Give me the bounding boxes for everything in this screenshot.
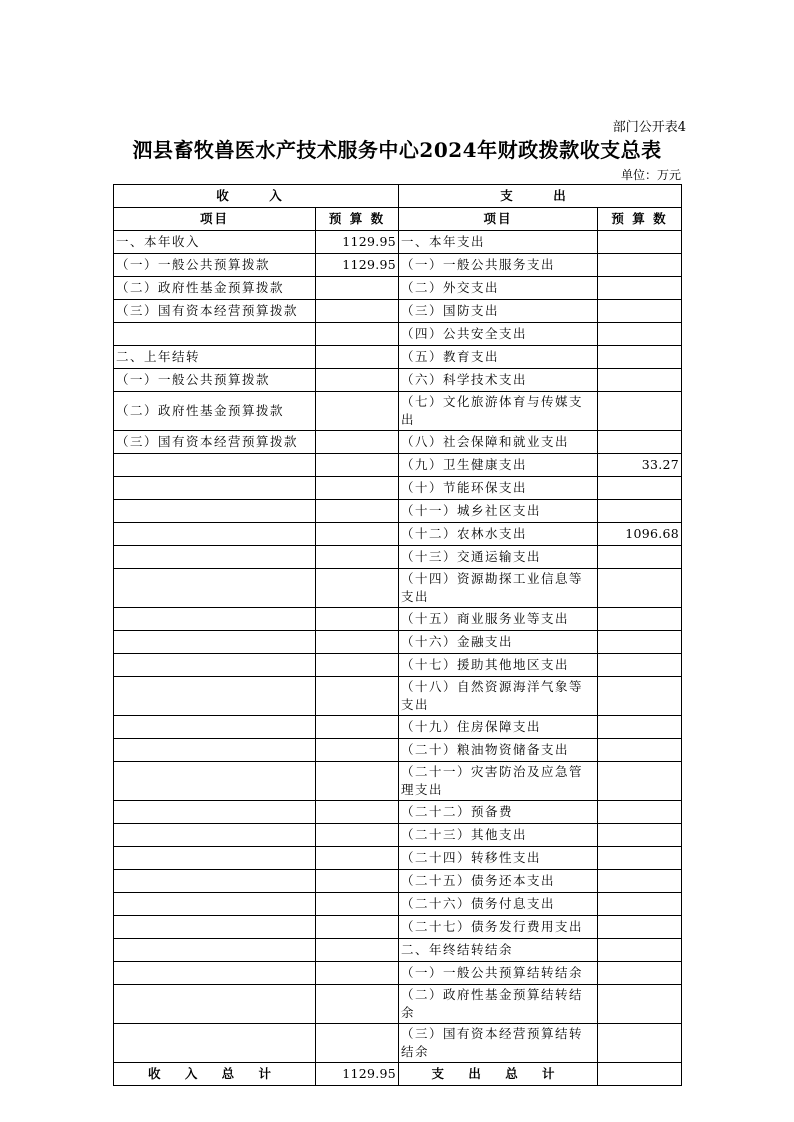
expense-value-cell xyxy=(598,677,682,716)
income-value-cell xyxy=(316,916,399,939)
expense-item-cell: （八）社会保障和就业支出 xyxy=(399,431,598,454)
income-value-cell xyxy=(316,677,399,716)
expense-budget-header: 预 算 数 xyxy=(598,208,682,231)
income-item-cell xyxy=(114,546,316,569)
income-item-cell: （一）一般公共预算拨款 xyxy=(114,254,316,277)
expense-item-cell: （二十六）债务付息支出 xyxy=(399,893,598,916)
table-row xyxy=(114,801,682,824)
income-item-cell xyxy=(114,985,316,1024)
expense-item-cell: （四）公共安全支出 xyxy=(399,323,598,346)
table-row xyxy=(114,716,682,739)
expense-item-cell: （一）一般公共服务支出 xyxy=(399,254,598,277)
table-row xyxy=(114,569,682,608)
expense-item-cell: （一）一般公共预算结转结余 xyxy=(399,962,598,985)
income-value-cell: 1129.95 xyxy=(316,231,399,254)
income-value-cell xyxy=(316,985,399,1024)
income-item-cell xyxy=(114,323,316,346)
table-row xyxy=(114,300,682,323)
expense-value-cell xyxy=(598,254,682,277)
expense-value-cell xyxy=(598,893,682,916)
table-row xyxy=(114,431,682,454)
income-value-cell xyxy=(316,500,399,523)
expense-value-cell: 1096.68 xyxy=(598,523,682,546)
expense-item-cell: （二十）粮油物资储备支出 xyxy=(399,739,598,762)
income-value-cell xyxy=(316,716,399,739)
table-row xyxy=(114,477,682,500)
table-row xyxy=(114,762,682,801)
income-item-cell xyxy=(114,608,316,631)
income-item-cell xyxy=(114,824,316,847)
expense-value-cell xyxy=(598,824,682,847)
table-row xyxy=(114,654,682,677)
expense-item-cell: （二十一）灾害防治及应急管理支出 xyxy=(399,762,598,801)
income-budget-header: 预 算 数 xyxy=(316,208,399,231)
income-item-cell: （二）政府性基金预算拨款 xyxy=(114,277,316,300)
income-value-cell xyxy=(316,801,399,824)
expense-item-cell: （十七）援助其他地区支出 xyxy=(399,654,598,677)
expense-section-header: 支 出 xyxy=(399,185,682,208)
expense-item-header: 项目 xyxy=(399,208,598,231)
expense-item-cell: 一、本年支出 xyxy=(399,231,598,254)
income-item-cell xyxy=(114,654,316,677)
income-value-cell xyxy=(316,962,399,985)
income-item-cell: （一）一般公共预算拨款 xyxy=(114,369,316,392)
income-value-cell: 1129.95 xyxy=(316,254,399,277)
expense-item-cell: （九）卫生健康支出 xyxy=(399,454,598,477)
expense-value-cell xyxy=(598,870,682,893)
income-value-cell xyxy=(316,346,399,369)
expense-item-cell: （十二）农林水支出 xyxy=(399,523,598,546)
table-row xyxy=(114,608,682,631)
income-value-cell xyxy=(316,477,399,500)
table-row xyxy=(114,893,682,916)
expense-item-cell: （二十七）债务发行费用支出 xyxy=(399,916,598,939)
expense-item-cell: （二十三）其他支出 xyxy=(399,824,598,847)
income-item-cell xyxy=(114,500,316,523)
table-row xyxy=(114,677,682,716)
expense-item-cell: （二）政府性基金预算结转结余 xyxy=(399,985,598,1024)
expense-value-cell xyxy=(598,608,682,631)
income-value-cell xyxy=(316,569,399,608)
table-row xyxy=(114,500,682,523)
income-item-cell xyxy=(114,739,316,762)
income-value-cell xyxy=(316,523,399,546)
total-row xyxy=(114,1063,682,1086)
income-value-cell xyxy=(316,654,399,677)
income-item-cell: 一、本年收入 xyxy=(114,231,316,254)
income-value-cell xyxy=(316,392,399,431)
table-row xyxy=(114,739,682,762)
income-item-cell: （二）政府性基金预算拨款 xyxy=(114,392,316,431)
table-row xyxy=(114,939,682,962)
table-row xyxy=(114,1024,682,1063)
expense-item-cell: （十）节能环保支出 xyxy=(399,477,598,500)
income-item-cell xyxy=(114,677,316,716)
income-value-cell xyxy=(316,739,399,762)
expense-total-value xyxy=(598,1063,682,1086)
expense-item-cell: （二十五）债务还本支出 xyxy=(399,870,598,893)
income-section-header: 收 入 xyxy=(114,185,399,208)
expense-value-cell xyxy=(598,985,682,1024)
income-item-cell xyxy=(114,454,316,477)
table-row xyxy=(114,962,682,985)
expense-value-cell xyxy=(598,847,682,870)
expense-value-cell xyxy=(598,546,682,569)
income-value-cell xyxy=(316,1024,399,1063)
expense-item-cell: （六）科学技术支出 xyxy=(399,369,598,392)
income-value-cell xyxy=(316,608,399,631)
expense-item-cell: （十一）城乡社区支出 xyxy=(399,500,598,523)
table-row xyxy=(114,824,682,847)
income-item-cell xyxy=(114,523,316,546)
table-row xyxy=(114,231,682,254)
budget-table xyxy=(113,184,682,1086)
income-item-cell xyxy=(114,870,316,893)
income-item-header: 项目 xyxy=(114,208,316,231)
form-number: 部门公开表4 xyxy=(612,120,686,135)
income-value-cell xyxy=(316,893,399,916)
income-item-cell: 二、上年结转 xyxy=(114,346,316,369)
income-item-cell: （三）国有资本经营预算拨款 xyxy=(114,300,316,323)
income-value-cell xyxy=(316,847,399,870)
expense-value-cell xyxy=(598,346,682,369)
expense-item-cell: （十九）住房保障支出 xyxy=(399,716,598,739)
expense-value-cell xyxy=(598,654,682,677)
page-title: 泗县畜牧兽医水产技术服务中心2024年财政拨款收支总表 xyxy=(132,138,662,162)
expense-item-cell: （五）教育支出 xyxy=(399,346,598,369)
table-row xyxy=(114,847,682,870)
income-value-cell xyxy=(316,824,399,847)
income-total-label: 收 入 总 计 xyxy=(114,1063,316,1086)
income-item-cell xyxy=(114,716,316,739)
income-value-cell xyxy=(316,546,399,569)
income-value-cell xyxy=(316,762,399,801)
expense-value-cell xyxy=(598,477,682,500)
income-item-cell xyxy=(114,916,316,939)
expense-item-cell: （二十二）预备费 xyxy=(399,801,598,824)
income-value-cell xyxy=(316,454,399,477)
expense-value-cell xyxy=(598,369,682,392)
table-row xyxy=(114,523,682,546)
income-value-cell xyxy=(316,631,399,654)
expense-value-cell xyxy=(598,939,682,962)
table-row xyxy=(114,277,682,300)
expense-item-cell: （三）国防支出 xyxy=(399,300,598,323)
expense-item-cell: （三）国有资本经营预算结转结余 xyxy=(399,1024,598,1063)
expense-item-cell: （十六）金融支出 xyxy=(399,631,598,654)
expense-value-cell xyxy=(598,231,682,254)
expense-value-cell xyxy=(598,500,682,523)
expense-value-cell xyxy=(598,300,682,323)
table-row xyxy=(114,369,682,392)
expense-item-cell: （二）外交支出 xyxy=(399,277,598,300)
expense-total-label: 支 出 总 计 xyxy=(399,1063,598,1086)
table-row xyxy=(114,870,682,893)
income-item-cell xyxy=(114,631,316,654)
income-value-cell xyxy=(316,369,399,392)
expense-item-cell: （十四）资源勘探工业信息等支出 xyxy=(399,569,598,608)
expense-value-cell xyxy=(598,392,682,431)
expense-value-cell xyxy=(598,569,682,608)
expense-value-cell xyxy=(598,277,682,300)
expense-value-cell xyxy=(598,962,682,985)
table-row xyxy=(114,454,682,477)
expense-value-cell xyxy=(598,739,682,762)
expense-value-cell xyxy=(598,801,682,824)
income-value-cell xyxy=(316,431,399,454)
header-row-sections xyxy=(114,185,682,208)
expense-value-cell xyxy=(598,716,682,739)
table-row xyxy=(114,631,682,654)
income-item-cell xyxy=(114,847,316,870)
income-value-cell xyxy=(316,300,399,323)
income-item-cell: （三）国有资本经营预算拨款 xyxy=(114,431,316,454)
expense-value-cell xyxy=(598,1024,682,1063)
income-value-cell xyxy=(316,870,399,893)
income-total-value: 1129.95 xyxy=(316,1063,399,1086)
expense-value-cell: 33.27 xyxy=(598,454,682,477)
expense-value-cell xyxy=(598,431,682,454)
income-item-cell xyxy=(114,1024,316,1063)
expense-value-cell xyxy=(598,631,682,654)
income-item-cell xyxy=(114,801,316,824)
table-row xyxy=(114,916,682,939)
income-item-cell xyxy=(114,893,316,916)
income-item-cell xyxy=(114,962,316,985)
income-item-cell xyxy=(114,762,316,801)
income-item-cell xyxy=(114,477,316,500)
unit-label: 单位：万元 xyxy=(620,168,681,182)
expense-value-cell xyxy=(598,916,682,939)
table-row xyxy=(114,392,682,431)
expense-item-cell: （十八）自然资源海洋气象等支出 xyxy=(399,677,598,716)
expense-item-cell: （七）文化旅游体育与传媒支出 xyxy=(399,392,598,431)
income-item-cell xyxy=(114,939,316,962)
income-value-cell xyxy=(316,939,399,962)
income-value-cell xyxy=(316,323,399,346)
header-row-columns xyxy=(114,208,682,231)
table-row xyxy=(114,346,682,369)
income-value-cell xyxy=(316,277,399,300)
table-row xyxy=(114,546,682,569)
table-row xyxy=(114,985,682,1024)
expense-item-cell: （二十四）转移性支出 xyxy=(399,847,598,870)
income-item-cell xyxy=(114,569,316,608)
expense-value-cell xyxy=(598,762,682,801)
expense-item-cell: （十五）商业服务业等支出 xyxy=(399,608,598,631)
expense-item-cell: 二、年终结转结余 xyxy=(399,939,598,962)
table-row xyxy=(114,254,682,277)
expense-value-cell xyxy=(598,323,682,346)
table-row xyxy=(114,323,682,346)
expense-item-cell: （十三）交通运输支出 xyxy=(399,546,598,569)
